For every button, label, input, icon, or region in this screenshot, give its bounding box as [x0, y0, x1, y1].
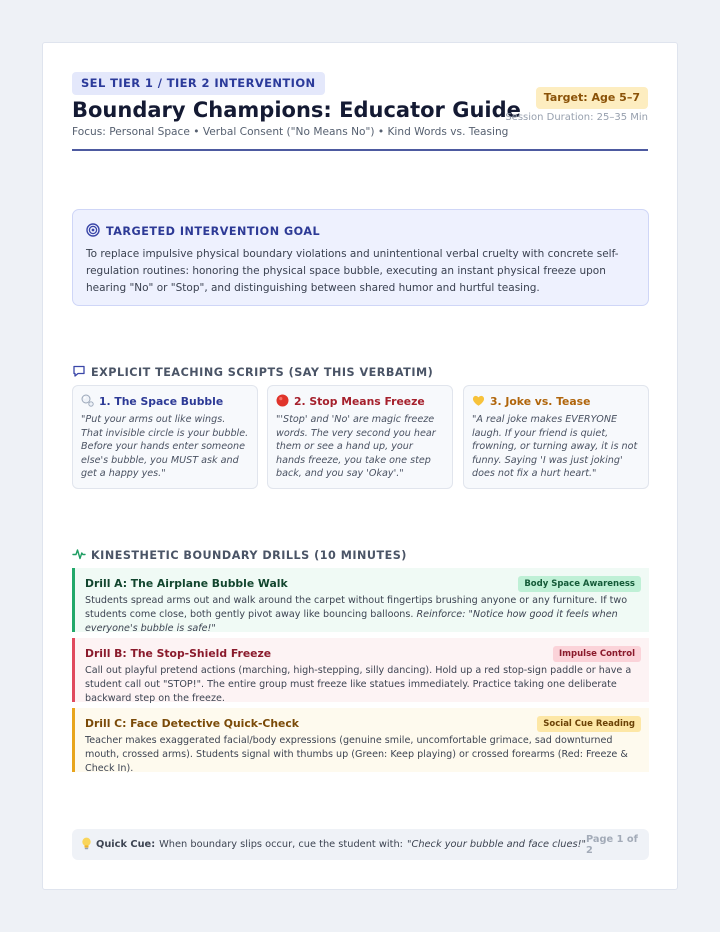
- drill-tag: Impulse Control: [553, 646, 641, 662]
- page-title: Boundary Champions: Educator Guide: [72, 98, 521, 122]
- quick-cue-text: When boundary slips occur, cue the student with:: [159, 839, 403, 850]
- goal-header: [86, 222, 635, 241]
- script-card-text: "Put your arms out like wings. That invisible circle is your bubble. Before your hands enter someone else's bubble, you MUST ask and get a happy yes.": [81, 414, 249, 480]
- lightbulb-icon: [81, 837, 92, 853]
- drill-tag: Body Space Awareness: [518, 576, 641, 592]
- drill-text: Call out playful pretend actions (marching, high-stepping, silly dancing). Hold up a red stop-sign paddle or have a student call out "STOP!". The entire group must freeze like statues immediately. Practice taking one deliberate backward step on the freeze.: [85, 665, 632, 704]
- guide-page: [42, 42, 678, 890]
- pulse-icon: [72, 546, 86, 565]
- goal-title: TARGETED INTERVENTION GOAL: [106, 225, 321, 238]
- goal-text: To replace impulsive physical boundary violations and unintentional verbal cruelty with concrete self-regulation routines: honoring the physical space bubble, executing an instant physical freeze upon hearing "No" or "Stop", and distinguishing between shared humor and hurtful teasing.: [86, 248, 619, 294]
- drill-title: Drill A: The Airplane Bubble Walk: [85, 577, 288, 590]
- drill-text: [85, 594, 640, 636]
- drill-card-b: [72, 638, 649, 702]
- drill-card-c: [72, 708, 649, 772]
- drill-text: Teacher makes exaggerated facial/body expressions (genuine smile, uncomfortable grimace, sad downturned mouth, crossed arms). Students signal with thumbs up (Green: Keep playing) or crossed forearms (Red: Freeze & Check In).: [85, 735, 628, 774]
- drills-section-title: KINESTHETIC BOUNDARY DRILLS (10 MINUTES): [91, 549, 407, 562]
- yellow-heart-icon: [472, 392, 485, 411]
- script-card-text: "'Stop' and 'No' are magic freeze words. The very second you hear them or see a hand up, your hands freeze, you take one step back, and you say 'Okay'.": [276, 414, 436, 480]
- target-age-badge: Target: Age 5–7: [536, 87, 648, 109]
- footer-bar: [72, 829, 649, 860]
- script-card-space-bubble: [72, 385, 258, 489]
- tier-badge: SEL TIER 1 / TIER 2 INTERVENTION: [72, 72, 325, 95]
- drill-title: Drill C: Face Detective Quick-Check: [85, 717, 299, 730]
- script-card-text: "A real joke makes EVERYONE laugh. If your friend is quiet, frowning, or turning away, it is not funny. Saying 'I was just joking' does not fix a hurt heart.": [472, 414, 638, 480]
- drill-reinforce: Reinforce: "Notice how good it feels when everyone's bubble is safe!": [85, 609, 618, 634]
- scripts-section-title: EXPLICIT TEACHING SCRIPTS (SAY THIS VERBATIM): [91, 366, 434, 379]
- red-circle-icon: [276, 392, 289, 411]
- header-divider: [72, 149, 648, 151]
- scripts-row: [72, 385, 649, 489]
- script-card-title: 1. The Space Bubble: [99, 395, 224, 408]
- drill-card-a: [72, 568, 649, 632]
- quick-cue-label: Quick Cue:: [96, 839, 156, 850]
- script-card-stop-freeze: [267, 385, 453, 489]
- quick-cue: [81, 837, 586, 853]
- scripts-section-header: [72, 363, 433, 382]
- speech-bubble-icon: [72, 363, 86, 382]
- script-card-title: 2. Stop Means Freeze: [294, 395, 425, 408]
- drill-description: Students spread arms out and walk around the carpet without fingertips brushing anyone or any furniture. If two students come close, both gently pivot away like bouncing balloons.: [85, 595, 628, 620]
- bubble-icon: [81, 392, 94, 411]
- focus-line: Focus: Personal Space • Verbal Consent ("No Means No") • Kind Words vs. Teasing: [72, 126, 509, 138]
- drill-tag: Social Cue Reading: [537, 716, 641, 732]
- script-card-title: 3. Joke vs. Tease: [490, 395, 591, 408]
- quick-cue-quote: "Check your bubble and face clues!": [406, 839, 587, 850]
- drill-title: Drill B: The Stop-Shield Freeze: [85, 647, 272, 660]
- goal-box: [72, 209, 649, 306]
- session-duration: Session Duration: 25–35 Min: [505, 112, 648, 123]
- target-icon: [86, 222, 100, 241]
- page-number: Page 1 of 2: [586, 833, 638, 856]
- script-card-joke-tease: [463, 385, 649, 489]
- drills-section-header: [72, 546, 407, 565]
